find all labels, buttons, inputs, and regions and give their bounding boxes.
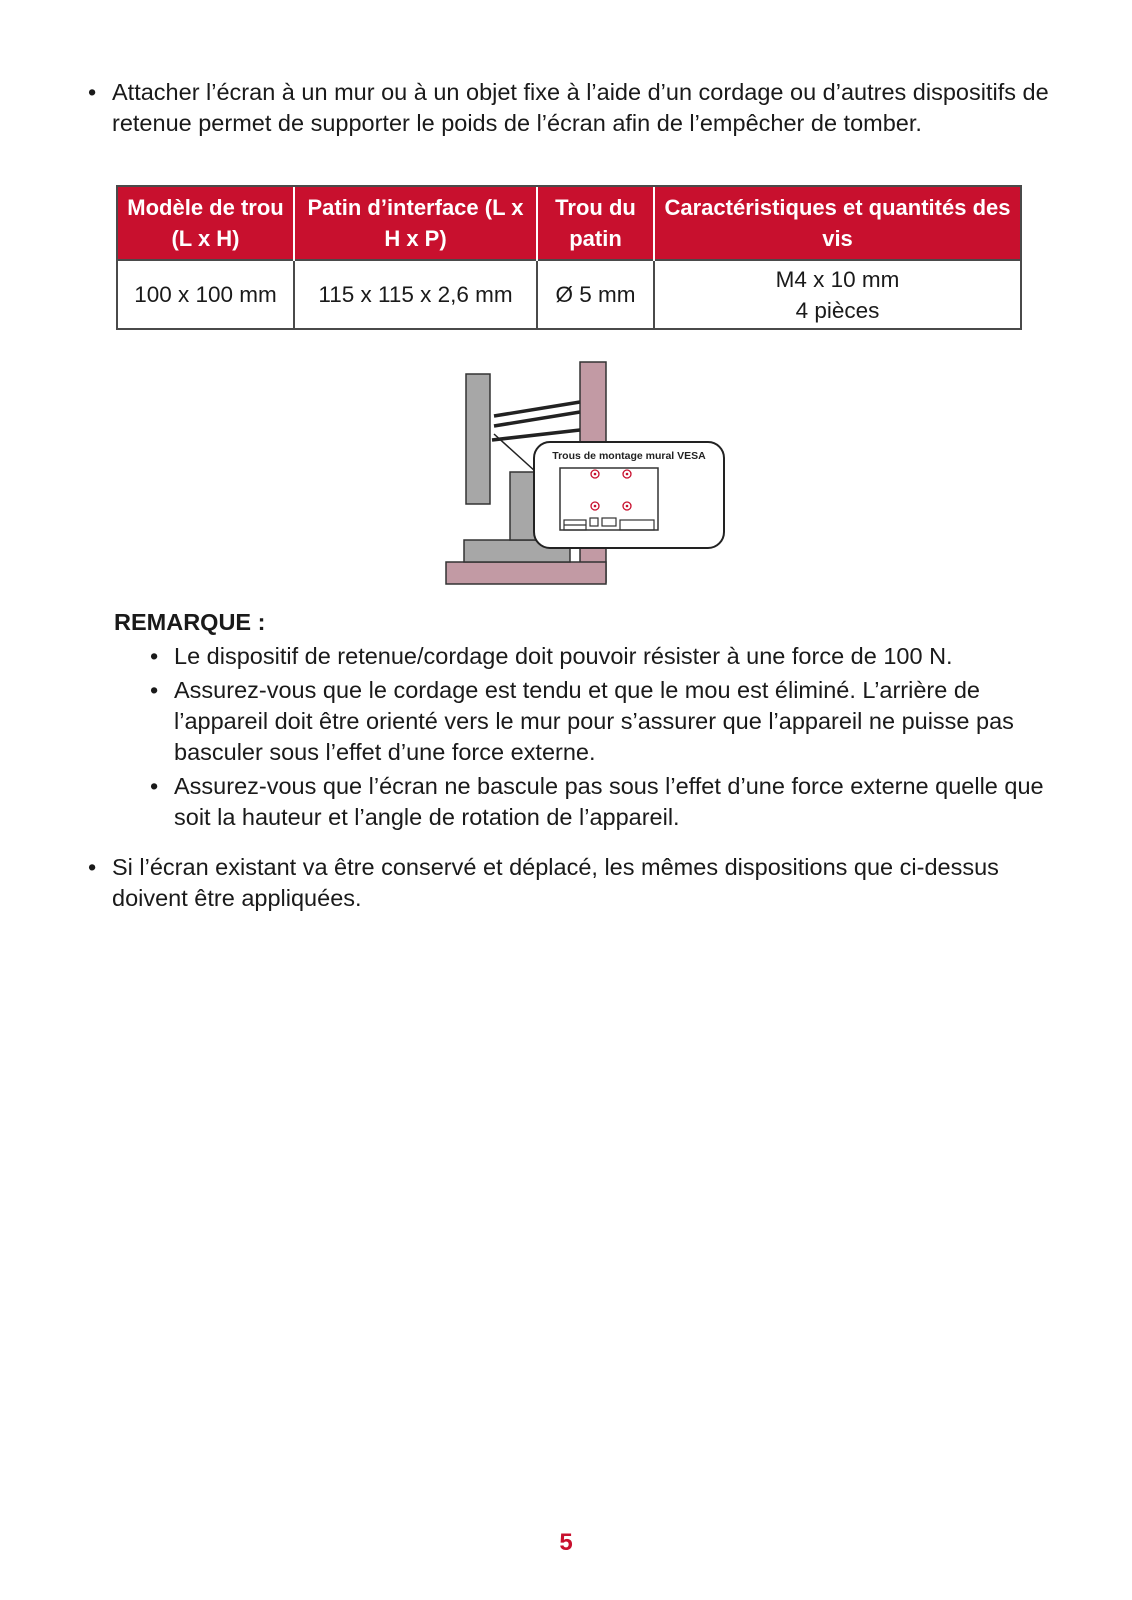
cell-interface-pad: 115 x 115 x 2,6 mm [294,260,537,329]
spec-table [116,185,1022,330]
screw-size: M4 x 10 mm [775,266,900,292]
col-interface-pad: Patin d’interface (L x H x P) [294,186,537,260]
wall-mount-illustration [440,360,742,592]
col-screw-spec: Caractéristiques et quantités des vis [654,186,1021,260]
note-item [150,771,1060,833]
bullet-mark: • [150,677,159,703]
final-bullet [88,852,1028,914]
cell-pad-hole: Ø 5 mm [537,260,654,329]
bullet-mark: • [150,773,159,799]
note-title: REMARQUE : [114,609,266,635]
intro-text: Attacher l’écran à un mur ou à un objet fixe à l’aide d’un cordage ou d’autres dispositifs de retenue permet de supporter le poids de l’écran afin de l’empêcher de tomber. [112,79,1049,136]
note-item [150,641,1060,672]
desk-surface [446,562,606,584]
note-item-text: Le dispositif de retenue/cordage doit pouvoir résister à une force de 100 N. [174,643,953,669]
page-number: 5 [559,1529,573,1556]
note-item [150,675,1060,768]
intro-bullet [88,77,1058,139]
cell-hole-pattern: 100 x 100 mm [117,260,294,329]
final-bullet-text: Si l’écran existant va être conservé et déplacé, les mêmes dispositions que ci-dessus doivent être appliquées. [112,854,999,911]
cell-screw-spec [654,260,1021,329]
monitor-panel [466,374,490,504]
note-list [150,641,1060,836]
screw-quantity: 4 pièces [795,297,880,323]
strap-lower [492,430,580,440]
callout-label: Trous de montage mural VESA [552,450,706,462]
bullet-mark: • [150,643,159,669]
stand-neck [510,472,536,540]
note-item-text: Assurez-vous que le cordage est tendu et que le mou est éliminé. L’arrière de l’appareil doit être orienté vers le mur pour s’assurer que l’appareil ne puisse pas basculer sous l’effet d’une force externe. [174,677,1014,765]
col-pad-hole: Trou du patin [537,186,654,260]
table-row [117,260,1021,329]
bullet-mark: • [88,854,97,880]
col-hole-pattern: Modèle de trou (L x H) [117,186,294,260]
spec-table-header [117,186,1021,260]
monitor-rear [560,468,658,530]
callout-pointer [494,434,536,472]
note-item-text: Assurez-vous que l’écran ne bascule pas sous l’effet d’une force externe quelle que soit la hauteur et l’angle de rotation de l’appareil. [174,773,1044,830]
bullet-mark: • [88,79,97,105]
